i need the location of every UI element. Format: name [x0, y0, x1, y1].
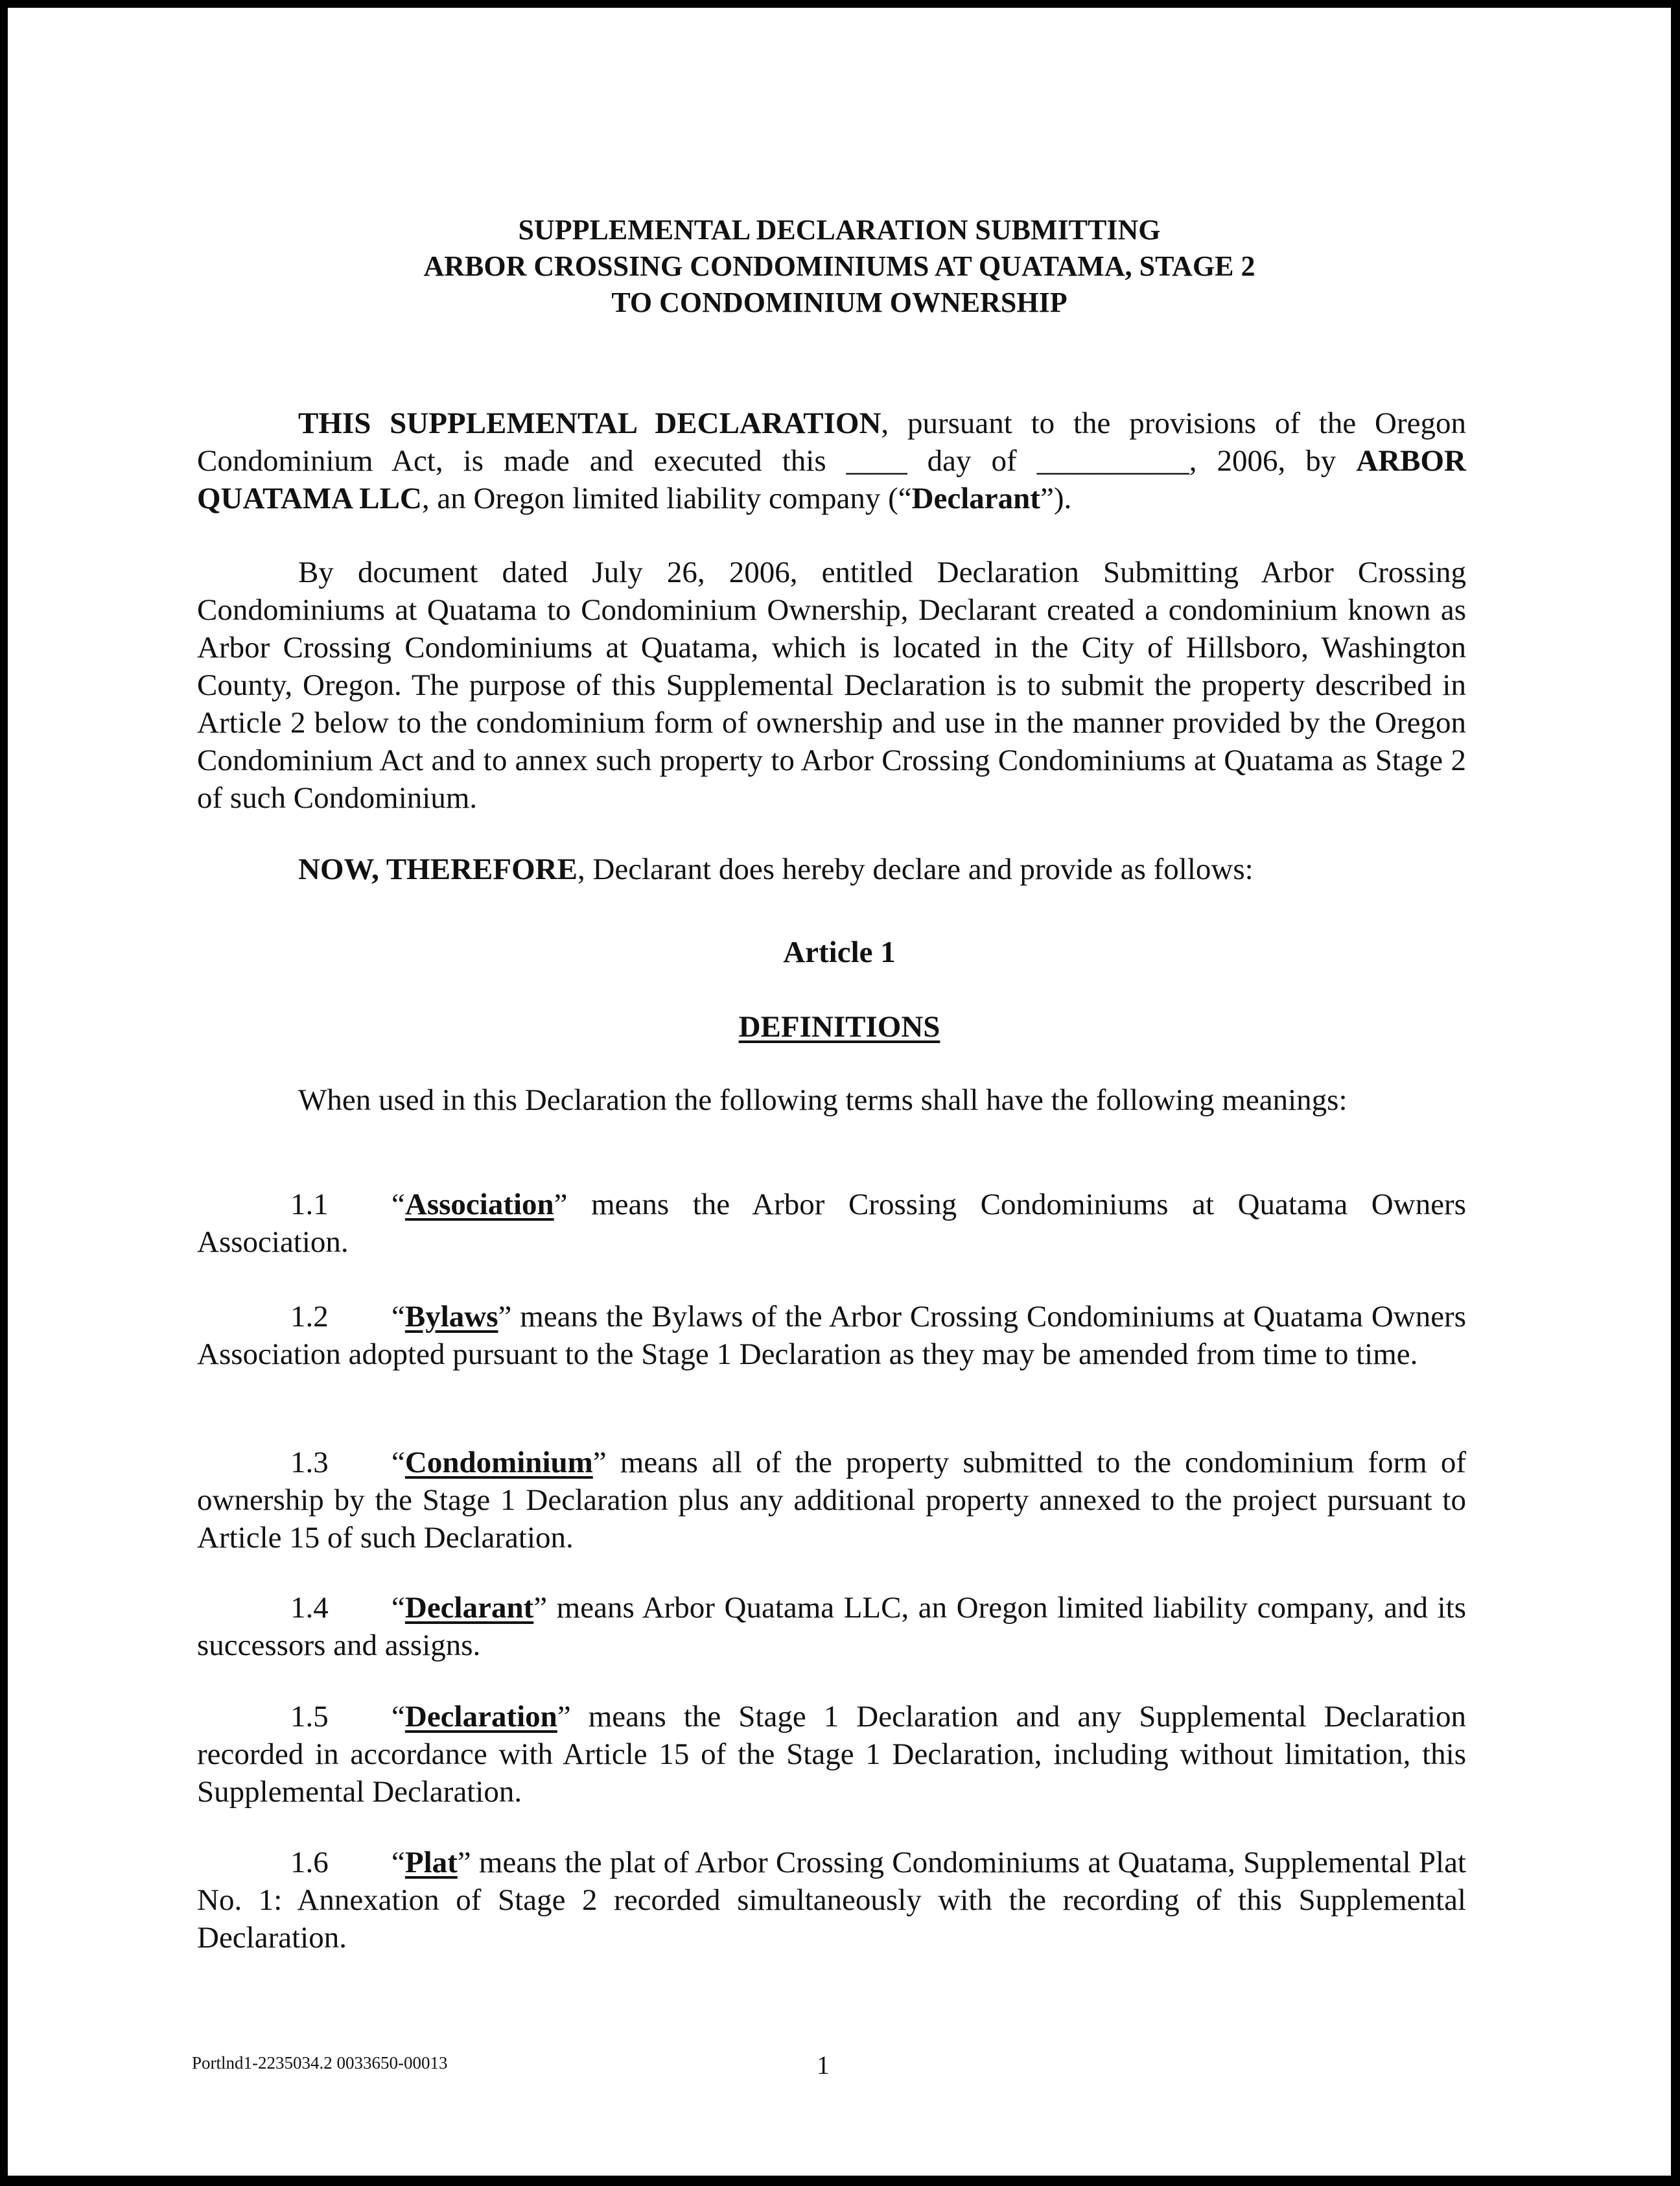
intro-text-2: , an Oregon limited liability company (“: [421, 482, 912, 515]
definition-term: Association: [404, 1188, 554, 1221]
intro-text-3: ”).: [1040, 482, 1072, 515]
definition-number: 1.1: [290, 1188, 329, 1221]
definition-term: Declarant: [404, 1591, 534, 1625]
title-line-2: ARBOR CROSSING CONDOMINIUMS AT QUATAMA, STAGE 2: [423, 250, 1255, 282]
definition-text: means the Stage 1 Declaration and any Supplemental Declaration recorded in accordance with Article 15 of the Stage 1 Declaration, including without limitation, this Supplemental Declaration.: [197, 1700, 1466, 1809]
definitions-intro: When used in this Declaration the following terms shall have the following meanings:: [298, 1083, 1348, 1117]
title-line-1: SUPPLEMENTAL DECLARATION SUBMITTING: [518, 214, 1161, 246]
definition-number: 1.2: [290, 1300, 329, 1334]
article-number: Article 1: [783, 935, 896, 969]
definition-term: Condominium: [404, 1446, 593, 1479]
footer-document-id: Portlnd1-2235034.2 0033650-00013: [192, 2053, 448, 2073]
article-heading-text: DEFINITIONS: [738, 1010, 940, 1044]
definition-term: Plat: [404, 1846, 458, 1879]
definition-text: means the Bylaws of the Arbor Crossing Condominiums at Quatama Owners Association adopted pursuant to the Stage 1 Declaration as they may be amended from time to time.: [197, 1300, 1466, 1371]
now-therefore-lead: NOW, THEREFORE: [298, 852, 578, 886]
definition-item: 1.3 “Condominium” means all of the property submitted to the condominium form of ownership by the Stage 1 Declaration plus any additional property annexed to the project pursuant to Article 15 of such Declaration.: [197, 1444, 1466, 1557]
definition-term: Bylaws: [404, 1300, 498, 1334]
footer-page-number: 1: [817, 2051, 830, 2080]
definition-item: 1.4 “Declarant” means Arbor Quatama LLC, an Oregon limited liability company, and its successors and assigns.: [197, 1589, 1466, 1664]
definition-number: 1.5: [290, 1700, 329, 1734]
intro-declarant: Declarant: [911, 482, 1040, 515]
definition-item: 1.2 “Bylaws” means the Bylaws of the Arbor Crossing Condominiums at Quatama Owners Association adopted pursuant to the Stage 1 Declaration as they may be amended from time to time.: [197, 1298, 1466, 1373]
definition-text: means the plat of Arbor Crossing Condominiums at Quatama, Supplemental Plat No. 1: Annexation of Stage 2 recorded simultaneously with the recording of this Supplemental Declaration.: [197, 1846, 1466, 1955]
document-title: [8, 212, 1671, 321]
definition-text: means Arbor Quatama LLC, an Oregon limited liability company, and its successors and assigns.: [197, 1591, 1466, 1662]
definition-text: means the Arbor Crossing Condominiums at Quatama Owners Association.: [197, 1188, 1466, 1259]
definition-number: 1.4: [290, 1591, 329, 1625]
definition-item: 1.5 “Declaration” means the Stage 1 Declaration and any Supplemental Declaration recorded in accordance with Article 15 of the Stage 1 Declaration, including without limitation, this Supplemental Declaration.: [197, 1698, 1466, 1811]
recital-paragraph: By document dated July 26, 2006, entitled Declaration Submitting Arbor Crossing Condominiums at Quatama to Condominium Ownership, Declarant created a condominium known as Arbor Crossing Condominiums at Quatama, which is located in the City of Hillsboro, Washington County, Oregon. The purpose of this Supplemental Declaration is to submit the property described in Article 2 below to the condominium form of ownership and use in the manner provided by the Oregon Condominium Act and to annex such property to Arbor Crossing Condominiums at Quatama as Stage 2 of such Condominium.: [197, 556, 1466, 815]
definition-item: 1.6 “Plat” means the plat of Arbor Crossing Condominiums at Quatama, Supplemental Plat No. 1: Annexation of Stage 2 recorded simultaneously with the recording of this Supplemental Declaration.: [197, 1844, 1466, 1957]
definition-item: 1.1 “Association” means the Arbor Crossing Condominiums at Quatama Owners Association.: [197, 1186, 1466, 1261]
intro-bold-lead: THIS SUPPLEMENTAL DECLARATION: [298, 406, 881, 440]
intro-paragraph: [197, 405, 1466, 517]
definition-term: Declaration: [404, 1700, 557, 1734]
declaration-paragraph: [197, 851, 1466, 888]
title-line-3: TO CONDOMINIUM OWNERSHIP: [611, 287, 1068, 318]
intro-text-1: , pursuant to the provisions of the Oregon Condominium Act, is made and executed this ____ day of __________, 2006, by: [197, 406, 1466, 478]
definition-number: 1.6: [290, 1846, 329, 1879]
article-heading: [8, 1009, 1671, 1044]
definition-text: means all of the property submitted to the condominium form of ownership by the Stage 1 Declaration plus any additional property annexed to the project pursuant to Article 15 of such Declaration.: [197, 1446, 1466, 1555]
declaration-text: , Declarant does hereby declare and provide as follows:: [577, 852, 1254, 886]
intro-party-name: ARBOR QUATAMA LLC: [197, 444, 1466, 515]
definition-number: 1.3: [290, 1446, 329, 1479]
